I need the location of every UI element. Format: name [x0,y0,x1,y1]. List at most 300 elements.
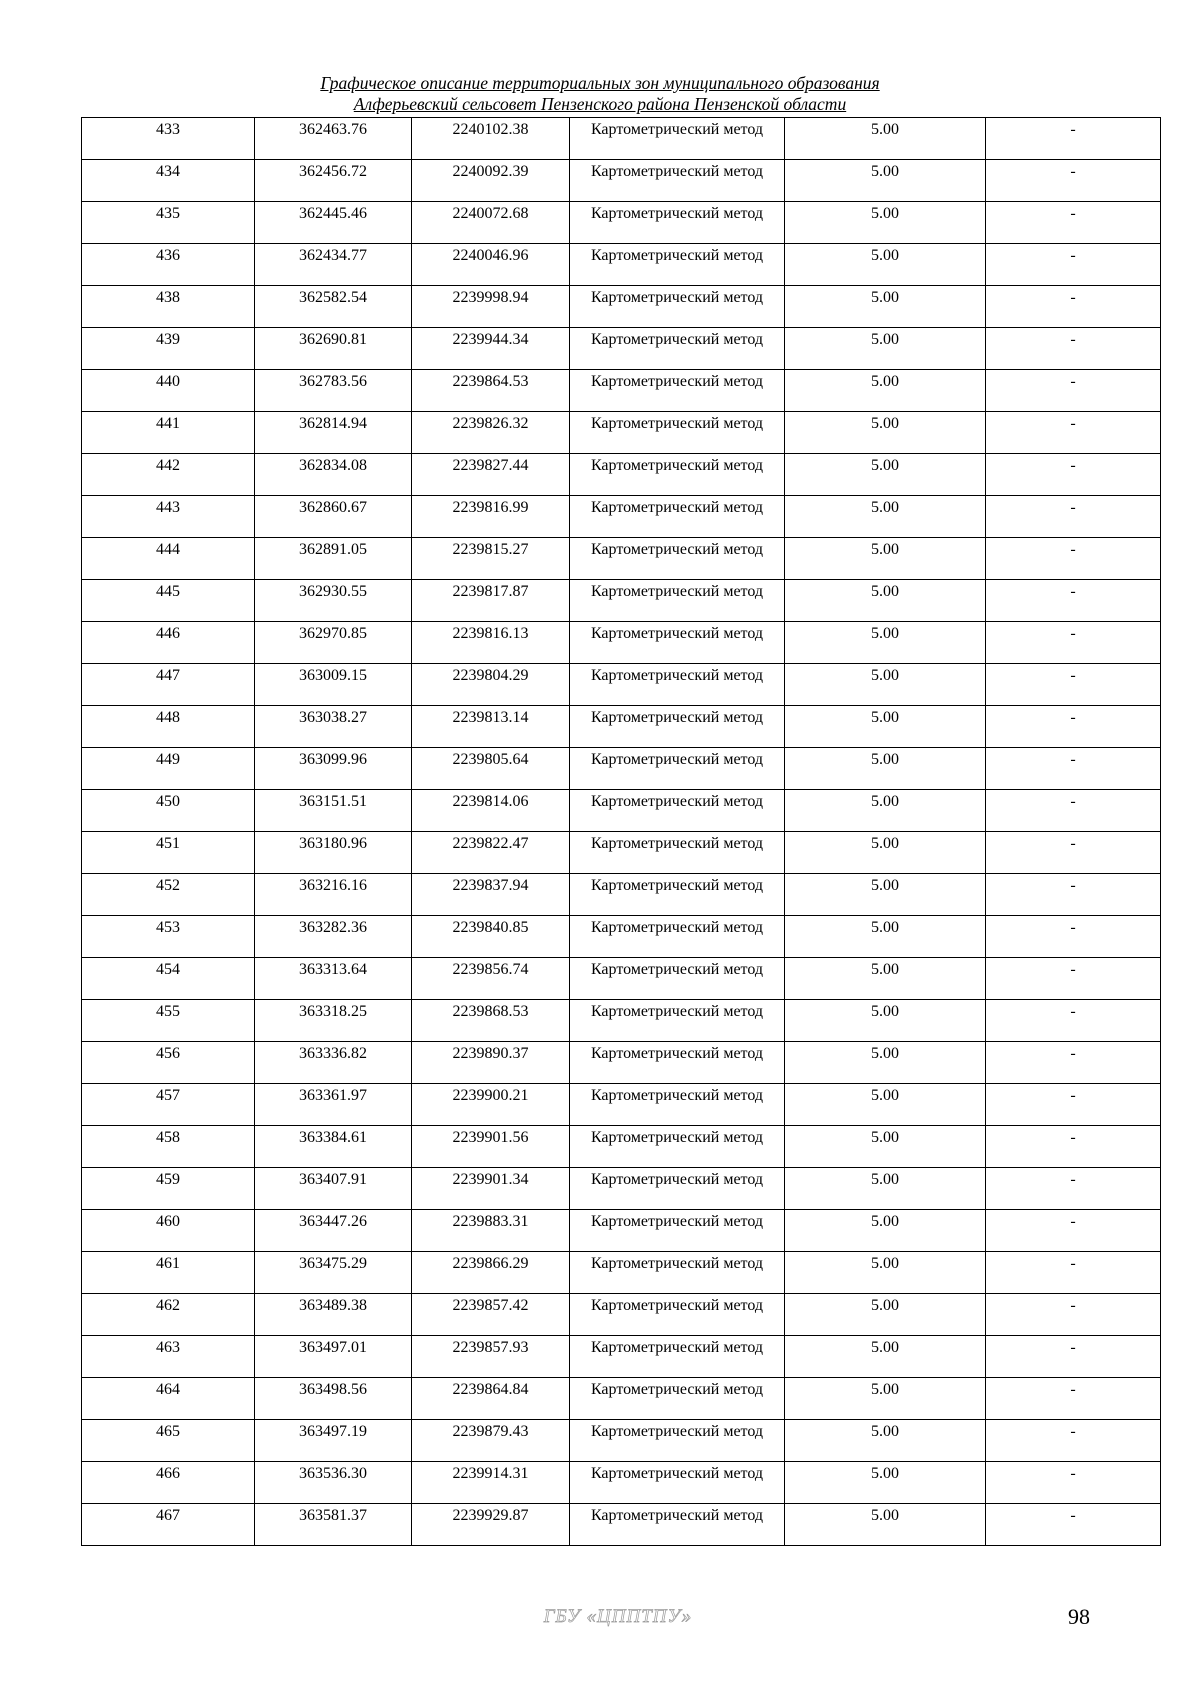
cell-text: 450 [156,793,180,810]
x-coordinate-cell [255,790,412,832]
y-coordinate-cell [412,916,570,958]
x-coordinate-cell [255,1420,412,1462]
method-cell [570,370,785,412]
cell-text: Картометрический метод [590,1003,764,1020]
y-coordinate-cell [412,202,570,244]
y-coordinate-cell [412,1336,570,1378]
x-coordinate-cell [255,286,412,328]
cell-text: Картометрический метод [590,121,764,138]
table-row [82,874,1161,916]
method-cell [570,244,785,286]
cell-text: - [1070,1003,1076,1020]
point-number-cell [82,622,255,664]
cell-text: 442 [156,457,180,474]
cell-text: 363497.01 [299,1339,367,1356]
y-coordinate-cell [412,118,570,160]
method-cell [570,1168,785,1210]
table-row [82,1210,1161,1252]
method-cell [570,1420,785,1462]
method-cell [570,1042,785,1084]
cell-text: 2239804.29 [452,667,529,684]
cell-text: Картометрический метод [590,835,764,852]
table-row [82,1378,1161,1420]
cell-text: 2239914.31 [452,1465,529,1482]
accuracy-cell [785,160,986,202]
note-cell [986,958,1161,1000]
accuracy-cell [785,244,986,286]
x-coordinate-cell [255,412,412,454]
cell-text: Картометрический метод [590,793,764,810]
cell-text: 363498.56 [299,1381,367,1398]
x-coordinate-cell [255,1000,412,1042]
y-coordinate-cell [412,832,570,874]
x-coordinate-cell [255,1378,412,1420]
cell-text: 462 [156,1297,180,1314]
accuracy-cell [785,1084,986,1126]
note-cell [986,160,1161,202]
cell-text: 362891.05 [299,541,367,558]
cell-text: Картометрический метод [590,1381,764,1398]
cell-text: 2239827.44 [452,457,529,474]
cell-text: 5.00 [871,541,899,558]
cell-text: Картометрический метод [590,331,764,348]
x-coordinate-cell [255,1084,412,1126]
y-coordinate-cell [412,1126,570,1168]
document-header [0,72,1200,114]
y-coordinate-cell [412,538,570,580]
point-number-cell [82,580,255,622]
accuracy-cell [785,1336,986,1378]
cell-text: 363313.64 [299,961,367,978]
table-row [82,370,1161,412]
y-coordinate-cell [412,706,570,748]
point-number-cell [82,1000,255,1042]
y-coordinate-cell [412,580,570,622]
cell-text: 457 [156,1087,180,1104]
cell-text: 459 [156,1171,180,1188]
y-coordinate-cell [412,1210,570,1252]
cell-text: 363581.37 [299,1507,367,1524]
method-cell [570,538,785,580]
point-number-cell [82,916,255,958]
cell-text: 5.00 [871,583,899,600]
cell-text: 363336.82 [299,1045,367,1062]
table-row [82,1462,1161,1504]
method-cell [570,1336,785,1378]
cell-text: 438 [156,289,180,306]
cell-text: 362814.94 [299,415,367,432]
cell-text: - [1070,1045,1076,1062]
method-cell [570,580,785,622]
method-cell [570,1504,785,1546]
cell-text: Картометрический метод [590,1087,764,1104]
point-number-cell [82,706,255,748]
accuracy-cell [785,1168,986,1210]
note-cell [986,1462,1161,1504]
page-number: 98 [1068,1604,1090,1629]
x-coordinate-cell [255,622,412,664]
cell-text: - [1070,541,1076,558]
cell-text: 2239868.53 [452,1003,529,1020]
cell-text: Картометрический метод [590,751,764,768]
cell-text: 362930.55 [299,583,367,600]
method-cell [570,790,785,832]
table-row [82,1294,1161,1336]
cell-text: 2239998.94 [452,289,529,306]
cell-text: 5.00 [871,1087,899,1104]
method-cell [570,496,785,538]
cell-text: Картометрический метод [590,1465,764,1482]
cell-text: 5.00 [871,1003,899,1020]
cell-text: 436 [156,247,180,264]
cell-text: Картометрический метод [590,1255,764,1272]
cell-text: 2239837.94 [452,877,529,894]
point-number-cell [82,1378,255,1420]
cell-text: Картометрический метод [590,289,764,306]
method-cell [570,916,785,958]
cell-text: 363151.51 [299,793,367,810]
accuracy-cell [785,1462,986,1504]
table-row [82,958,1161,1000]
cell-text: - [1070,499,1076,516]
cell-text: Картометрический метод [590,877,764,894]
cell-text: 362434.77 [299,247,367,264]
x-coordinate-cell [255,1294,412,1336]
cell-text: 5.00 [871,1339,899,1356]
x-coordinate-cell [255,916,412,958]
table-row [82,1504,1161,1546]
cell-text: - [1070,1171,1076,1188]
cell-text: 2240102.38 [452,121,529,138]
x-coordinate-cell [255,580,412,622]
cell-text: - [1070,457,1076,474]
cell-text: 2239817.87 [452,583,529,600]
cell-text: - [1070,163,1076,180]
cell-text: 2239840.85 [452,919,529,936]
cell-text: 2239866.29 [452,1255,529,1272]
y-coordinate-cell [412,1420,570,1462]
cell-text: - [1070,1297,1076,1314]
accuracy-cell [785,706,986,748]
y-coordinate-cell [412,958,570,1000]
x-coordinate-cell [255,160,412,202]
cell-text: - [1070,415,1076,432]
y-coordinate-cell [412,1168,570,1210]
cell-text: 464 [156,1381,180,1398]
cell-text: 5.00 [871,1213,899,1230]
y-coordinate-cell [412,1294,570,1336]
x-coordinate-cell [255,1504,412,1546]
cell-text: Картометрический метод [590,163,764,180]
cell-text: 363475.29 [299,1255,367,1272]
accuracy-cell [785,286,986,328]
accuracy-cell [785,748,986,790]
point-number-cell [82,874,255,916]
cell-text: Картометрический метод [590,415,764,432]
y-coordinate-cell [412,1252,570,1294]
table-row [82,1420,1161,1462]
accuracy-cell [785,958,986,1000]
table-row [82,916,1161,958]
point-number-cell [82,370,255,412]
cell-text: - [1070,1465,1076,1482]
footer-organization: ГБУ «ЦППТПУ» [543,1606,693,1627]
cell-text: 5.00 [871,205,899,222]
cell-text: 2240092.39 [452,163,529,180]
y-coordinate-cell [412,748,570,790]
accuracy-cell [785,1252,986,1294]
y-coordinate-cell [412,622,570,664]
x-coordinate-cell [255,118,412,160]
method-cell [570,748,785,790]
cell-text: - [1070,1381,1076,1398]
cell-text: 448 [156,709,180,726]
point-number-cell [82,1294,255,1336]
y-coordinate-cell [412,1462,570,1504]
cell-text: 5.00 [871,247,899,264]
cell-text: 5.00 [871,1507,899,1524]
y-coordinate-cell [412,370,570,412]
cell-text: 466 [156,1465,180,1482]
point-number-cell [82,328,255,370]
cell-text: 363282.36 [299,919,367,936]
cell-text: 363447.26 [299,1213,367,1230]
note-cell [986,202,1161,244]
cell-text: - [1070,1255,1076,1272]
method-cell [570,1126,785,1168]
table-row [82,244,1161,286]
point-number-cell [82,1210,255,1252]
table-row [82,1336,1161,1378]
cell-text: 362970.85 [299,625,367,642]
cell-text: 363536.30 [299,1465,367,1482]
point-number-cell [82,286,255,328]
cell-text: 5.00 [871,793,899,810]
table-body [82,118,1161,1546]
cell-text: 433 [156,121,180,138]
accuracy-cell [785,622,986,664]
cell-text: 5.00 [871,1297,899,1314]
cell-text: Картометрический метод [590,1507,764,1524]
cell-text: 362456.72 [299,163,367,180]
cell-text: 362834.08 [299,457,367,474]
cell-text: Картометрический метод [590,205,764,222]
cell-text: - [1070,751,1076,768]
y-coordinate-cell [412,790,570,832]
cell-text: 362445.46 [299,205,367,222]
accuracy-cell [785,496,986,538]
table-row [82,202,1161,244]
accuracy-cell [785,832,986,874]
y-coordinate-cell [412,328,570,370]
cell-text: 2239826.32 [452,415,529,432]
note-cell [986,538,1161,580]
cell-text: - [1070,121,1076,138]
cell-text: - [1070,793,1076,810]
x-coordinate-cell [255,706,412,748]
y-coordinate-cell [412,412,570,454]
table-row [82,328,1161,370]
cell-text: 2239822.47 [452,835,529,852]
y-coordinate-cell [412,664,570,706]
table-row [82,790,1161,832]
cell-text: Картометрический метод [590,499,764,516]
method-cell [570,412,785,454]
accuracy-cell [785,1420,986,1462]
y-coordinate-cell [412,1378,570,1420]
cell-text: 363384.61 [299,1129,367,1146]
accuracy-cell [785,370,986,412]
accuracy-cell [785,454,986,496]
y-coordinate-cell [412,1504,570,1546]
cell-text: 5.00 [871,1465,899,1482]
cell-text: Картометрический метод [590,625,764,642]
accuracy-cell [785,202,986,244]
x-coordinate-cell [255,1462,412,1504]
cell-text: 5.00 [871,1381,899,1398]
point-number-cell [82,1462,255,1504]
note-cell [986,1042,1161,1084]
cell-text: Картометрический метод [590,1129,764,1146]
table-row [82,706,1161,748]
note-cell [986,118,1161,160]
cell-text: - [1070,331,1076,348]
note-cell [986,1084,1161,1126]
cell-text: 456 [156,1045,180,1062]
cell-text: 453 [156,919,180,936]
header-line-1: Графическое описание территориальных зон муниципального образования [320,73,880,93]
cell-text: 467 [156,1507,180,1524]
note-cell [986,1504,1161,1546]
cell-text: 454 [156,961,180,978]
y-coordinate-cell [412,454,570,496]
table-row [82,118,1161,160]
accuracy-cell [785,1294,986,1336]
cell-text: 2239944.34 [452,331,529,348]
cell-text: Картометрический метод [590,667,764,684]
cell-text: Картометрический метод [590,1045,764,1062]
table-row [82,622,1161,664]
x-coordinate-cell [255,664,412,706]
cell-text: - [1070,1339,1076,1356]
note-cell [986,1000,1161,1042]
cell-text: 362860.67 [299,499,367,516]
method-cell [570,286,785,328]
cell-text: - [1070,961,1076,978]
cell-text: 443 [156,499,180,516]
note-cell [986,1294,1161,1336]
cell-text: 2240046.96 [452,247,529,264]
table-row [82,664,1161,706]
point-number-cell [82,454,255,496]
cell-text: 2239816.13 [452,625,529,642]
point-number-cell [82,118,255,160]
cell-text: 447 [156,667,180,684]
point-number-cell [82,664,255,706]
point-number-cell [82,1252,255,1294]
table-row [82,496,1161,538]
accuracy-cell [785,1126,986,1168]
method-cell [570,1210,785,1252]
method-cell [570,454,785,496]
cell-text: 451 [156,835,180,852]
accuracy-cell [785,664,986,706]
cell-text: - [1070,1507,1076,1524]
note-cell [986,328,1161,370]
accuracy-cell [785,790,986,832]
cell-text: 363038.27 [299,709,367,726]
cell-text: 362582.54 [299,289,367,306]
cell-text: 2239814.06 [452,793,529,810]
cell-text: 2239805.64 [452,751,529,768]
accuracy-cell [785,538,986,580]
method-cell [570,706,785,748]
cell-text: 5.00 [871,877,899,894]
cell-text: 5.00 [871,1171,899,1188]
cell-text: 2240072.68 [452,205,529,222]
cell-text: 2239900.21 [452,1087,529,1104]
method-cell [570,1294,785,1336]
note-cell [986,622,1161,664]
point-number-cell [82,1168,255,1210]
cell-text: - [1070,583,1076,600]
accuracy-cell [785,1504,986,1546]
point-number-cell [82,202,255,244]
cell-text: - [1070,1423,1076,1440]
accuracy-cell [785,328,986,370]
cell-text: 440 [156,373,180,390]
y-coordinate-cell [412,1042,570,1084]
cell-text: 2239901.34 [452,1171,529,1188]
cell-text: Картометрический метод [590,541,764,558]
point-number-cell [82,1420,255,1462]
cell-text: 363497.19 [299,1423,367,1440]
cell-text: - [1070,1129,1076,1146]
x-coordinate-cell [255,202,412,244]
cell-text: - [1070,289,1076,306]
accuracy-cell [785,1000,986,1042]
method-cell [570,664,785,706]
cell-text: 5.00 [871,961,899,978]
cell-text: 5.00 [871,919,899,936]
cell-text: - [1070,877,1076,894]
y-coordinate-cell [412,1084,570,1126]
method-cell [570,1252,785,1294]
cell-text: - [1070,625,1076,642]
cell-text: 5.00 [871,1129,899,1146]
header-line-2: Алферьевский сельсовет Пензенского района Пензенской области [353,94,847,114]
cell-text: 5.00 [871,667,899,684]
note-cell [986,832,1161,874]
point-number-cell [82,1504,255,1546]
point-number-cell [82,1126,255,1168]
x-coordinate-cell [255,538,412,580]
method-cell [570,958,785,1000]
note-cell [986,1126,1161,1168]
note-cell [986,1420,1161,1462]
method-cell [570,832,785,874]
cell-text: 5.00 [871,331,899,348]
x-coordinate-cell [255,370,412,412]
cell-text: Картометрический метод [590,1171,764,1188]
cell-text: 363099.96 [299,751,367,768]
cell-text: 5.00 [871,1045,899,1062]
cell-text: 452 [156,877,180,894]
note-cell [986,664,1161,706]
method-cell [570,622,785,664]
method-cell [570,1378,785,1420]
note-cell [986,790,1161,832]
